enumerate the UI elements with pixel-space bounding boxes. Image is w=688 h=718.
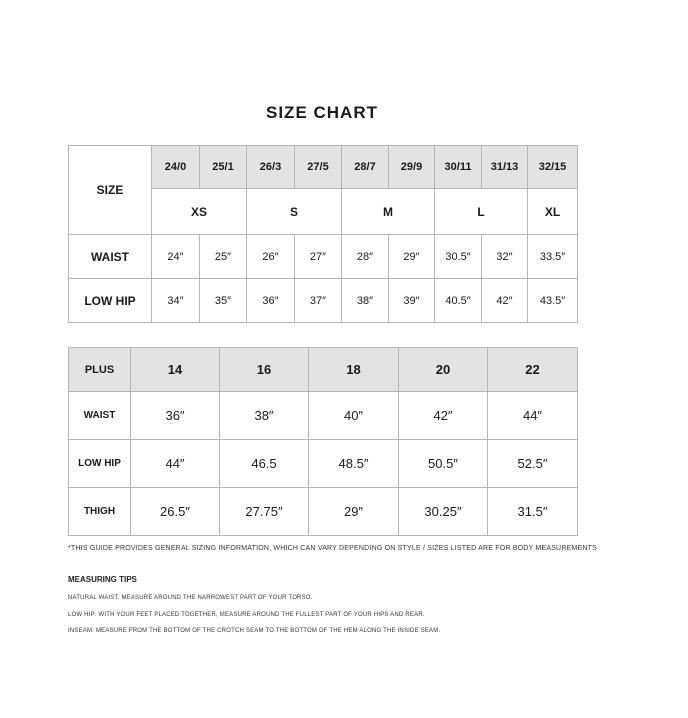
hip-value: 44″ xyxy=(131,440,220,488)
size-code: 24/0 xyxy=(152,146,200,189)
thigh-label: THIGH xyxy=(69,488,131,536)
waist-value: 32″ xyxy=(482,235,528,279)
hip-value: 37″ xyxy=(295,279,342,323)
hip-value: 36″ xyxy=(247,279,295,323)
waist-value: 33.5″ xyxy=(528,235,578,279)
size-letter: M xyxy=(342,189,435,235)
hip-value: 39″ xyxy=(389,279,435,323)
hip-value: 46.5 xyxy=(220,440,309,488)
tip-inseam: INSEAM: MEASURE FROM THE BOTTOM OF THE CROTCH SEAM TO THE BOTTOM OF THE HEM ALONG THE INSIDE SEAM. xyxy=(68,628,441,634)
thigh-value: 26.5″ xyxy=(131,488,220,536)
plus-waist-row xyxy=(69,392,578,440)
hip-value: 52.5″ xyxy=(488,440,578,488)
hip-value: 50.5″ xyxy=(399,440,488,488)
waist-value: 38″ xyxy=(220,392,309,440)
waist-value: 24″ xyxy=(152,235,200,279)
sizing-disclaimer: *THIS GUIDE PROVIDES GENERAL SIZING INFORMATION, WHICH CAN VARY DEPENDING ON STYLE / SIZES LISTED ARE FOR BODY MEASUREMENTS xyxy=(68,545,597,552)
size-code: 26/3 xyxy=(247,146,295,189)
size-code: 31/13 xyxy=(482,146,528,189)
waist-value: 29″ xyxy=(389,235,435,279)
waist-value: 40″ xyxy=(309,392,399,440)
waist-label: WAIST xyxy=(69,392,131,440)
plus-size: 22 xyxy=(488,348,578,392)
waist-value: 42″ xyxy=(399,392,488,440)
measuring-tips-title: MEASURING TIPS xyxy=(68,575,137,584)
low-hip-row xyxy=(69,279,578,323)
plus-size: 14 xyxy=(131,348,220,392)
size-code: 28/7 xyxy=(342,146,389,189)
plus-thigh-row xyxy=(69,488,578,536)
tip-low-hip: LOW HIP: WITH YOUR FEET PLACED TOGETHER, MEASURE AROUND THE FULLEST PART OF YOUR HIPS AND REAR. xyxy=(68,612,425,618)
plus-size-header-row xyxy=(69,348,578,392)
hip-value: 38″ xyxy=(342,279,389,323)
size-code: 27/5 xyxy=(295,146,342,189)
size-letter: XL xyxy=(528,189,578,235)
size-letter: L xyxy=(435,189,528,235)
waist-value: 30.5″ xyxy=(435,235,482,279)
waist-value: 36″ xyxy=(131,392,220,440)
size-code: 30/11 xyxy=(435,146,482,189)
size-code: 25/1 xyxy=(200,146,247,189)
waist-label: WAIST xyxy=(69,235,152,279)
plus-size: 20 xyxy=(399,348,488,392)
page-title: SIZE CHART xyxy=(266,103,378,122)
low-hip-label: LOW HIP xyxy=(69,279,152,323)
thigh-value: 30.25″ xyxy=(399,488,488,536)
thigh-value: 31.5″ xyxy=(488,488,578,536)
plus-label: PLUS xyxy=(69,348,131,392)
hip-value: 48.5″ xyxy=(309,440,399,488)
size-letter: XS xyxy=(152,189,247,235)
thigh-value: 29″ xyxy=(309,488,399,536)
size-letter: S xyxy=(247,189,342,235)
waist-value: 26″ xyxy=(247,235,295,279)
plus-size: 18 xyxy=(309,348,399,392)
size-code: 32/15 xyxy=(528,146,578,189)
plus-size-table xyxy=(68,347,578,536)
plus-low-hip-row xyxy=(69,440,578,488)
size-code-row xyxy=(69,146,578,189)
hip-value: 35″ xyxy=(200,279,247,323)
hip-value: 34″ xyxy=(152,279,200,323)
plus-size: 16 xyxy=(220,348,309,392)
size-code: 29/9 xyxy=(389,146,435,189)
waist-value: 44″ xyxy=(488,392,578,440)
hip-value: 42″ xyxy=(482,279,528,323)
hip-value: 43.5″ xyxy=(528,279,578,323)
hip-value: 40.5″ xyxy=(435,279,482,323)
waist-row xyxy=(69,235,578,279)
low-hip-label: LOW HIP xyxy=(69,440,131,488)
waist-value: 27″ xyxy=(295,235,342,279)
size-table xyxy=(68,145,578,323)
thigh-value: 27.75″ xyxy=(220,488,309,536)
waist-value: 28″ xyxy=(342,235,389,279)
waist-value: 25″ xyxy=(200,235,247,279)
tip-waist: NATURAL WAIST: MEASURE AROUND THE NARROWEST PART OF YOUR TORSO. xyxy=(68,595,313,601)
size-row-label: SIZE xyxy=(69,146,152,235)
